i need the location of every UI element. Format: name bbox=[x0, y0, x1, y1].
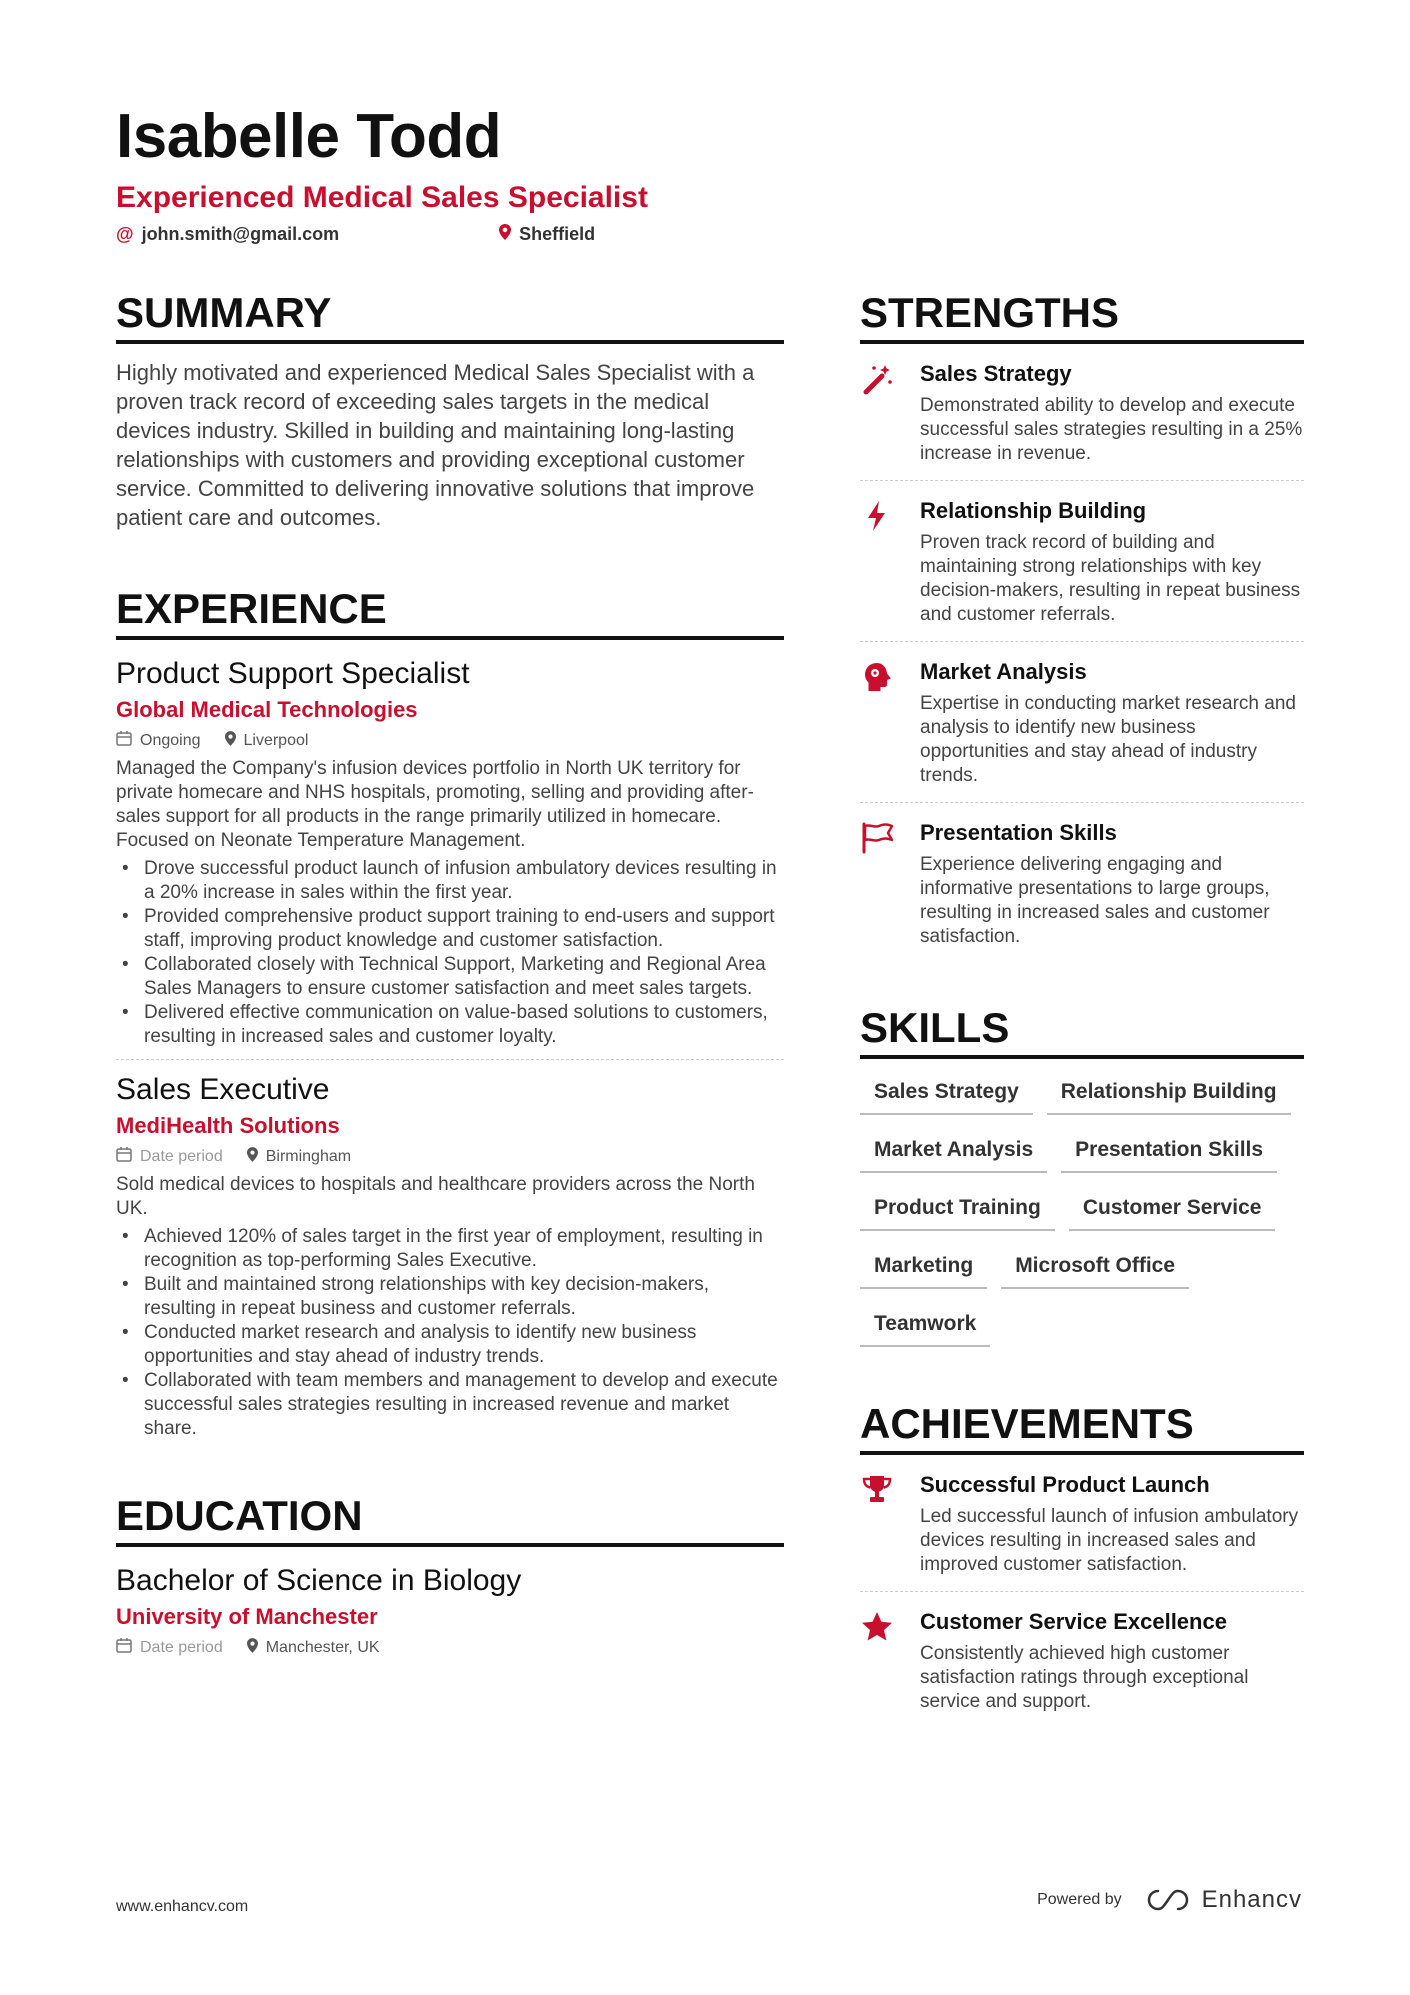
skill-tag: Presentation Skills bbox=[1061, 1137, 1277, 1173]
candidate-name: Isabelle Todd bbox=[116, 102, 502, 171]
right-column bbox=[860, 288, 1304, 1728]
strength-desc: Expertise in conducting market research and analysis to identify new business opportunities and stay ahead of industry trends. bbox=[920, 693, 1296, 786]
degree-title: Bachelor of Science in Biology bbox=[116, 1564, 522, 1597]
job-description: Managed the Company's infusion devices portfolio in North UK territory for private homecare and NHS hospitals, promoting, selling and providing after-sales support for all products in the range primarily utilized in homecare. Focused on Neonate Temperature Management. bbox=[116, 758, 754, 851]
skill-tag: Teamwork bbox=[860, 1311, 990, 1347]
job-description: Sold medical devices to hospitals and healthcare providers across the North UK. bbox=[116, 1174, 755, 1219]
enhancv-logo[interactable] bbox=[1146, 1886, 1302, 1914]
strength-title: Presentation Skills bbox=[920, 820, 1117, 845]
strengths-heading: STRENGTHS bbox=[860, 288, 1304, 344]
calendar-icon bbox=[116, 730, 132, 751]
education-entry bbox=[116, 1563, 784, 1658]
strength-desc: Demonstrated ability to develop and execute successful sales strategies resulting in a 25% increase in revenue. bbox=[920, 395, 1303, 464]
job-location bbox=[247, 1147, 351, 1167]
star-icon bbox=[860, 1608, 902, 1714]
location-pin-icon bbox=[247, 1147, 258, 1167]
location-text: Sheffield bbox=[519, 224, 596, 244]
footer-website[interactable]: www.enhancv.com bbox=[116, 1898, 249, 1915]
job-title: Product Support Specialist bbox=[116, 657, 470, 690]
education-date-text: Date period bbox=[140, 1638, 223, 1656]
strength-item bbox=[860, 642, 1304, 803]
school-name: University of Manchester bbox=[116, 1604, 378, 1629]
achievement-title: Customer Service Excellence bbox=[920, 1609, 1227, 1634]
strength-item bbox=[860, 803, 1304, 963]
location-pin-icon bbox=[499, 224, 511, 245]
job-location-text: Liverpool bbox=[243, 731, 309, 749]
contact-row bbox=[116, 224, 1306, 245]
education-location-text: Manchester, UK bbox=[265, 1638, 380, 1656]
strength-item bbox=[860, 481, 1304, 642]
list-item: • Provided comprehensive product support training to end-users and support staff, improving product knowledge and customer satisfaction. bbox=[116, 905, 784, 953]
experience-heading: EXPERIENCE bbox=[116, 584, 784, 640]
job-meta bbox=[116, 1146, 784, 1167]
calendar-icon bbox=[116, 1146, 132, 1167]
skill-tag: Marketing bbox=[860, 1253, 987, 1289]
resume-header bbox=[116, 100, 1306, 245]
brand-name: Enhancv bbox=[1201, 1886, 1302, 1913]
enhancv-logo-icon bbox=[1146, 1888, 1192, 1912]
strengths-list bbox=[860, 344, 1304, 963]
skills-list bbox=[860, 1079, 1304, 1347]
at-icon: @ bbox=[116, 224, 134, 244]
divider bbox=[116, 1059, 784, 1060]
strength-title: Relationship Building bbox=[920, 498, 1147, 523]
job-date bbox=[116, 1146, 223, 1167]
candidate-title: Experienced Medical Sales Specialist bbox=[116, 181, 648, 214]
strength-title: Sales Strategy bbox=[920, 361, 1072, 386]
job-bullets bbox=[116, 1225, 784, 1441]
strength-desc: Experience delivering engaging and informative presentations to large groups, resulting in increased sales and customer satisfaction. bbox=[920, 854, 1270, 947]
achievements-list bbox=[860, 1455, 1304, 1728]
company-name: MediHealth Solutions bbox=[116, 1113, 340, 1138]
list-item: • Built and maintained strong relationships with key decision-makers, resulting in repeat business and customer referrals. bbox=[116, 1273, 784, 1321]
job-bullets bbox=[116, 857, 784, 1049]
skill-tag: Product Training bbox=[860, 1195, 1055, 1231]
summary-heading: SUMMARY bbox=[116, 288, 784, 344]
job-location bbox=[225, 731, 309, 751]
achievement-title: Successful Product Launch bbox=[920, 1472, 1210, 1497]
achievement-desc: Consistently achieved high customer satisfaction ratings through exceptional service and support. bbox=[920, 1643, 1249, 1712]
powered-by-text: Powered by bbox=[1037, 1891, 1122, 1908]
experience-entry bbox=[116, 656, 784, 1060]
strength-desc: Proven track record of building and maintaining strong relationships with key decision-makers, resulting in repeat business and customer referrals. bbox=[920, 532, 1301, 625]
education-location bbox=[247, 1638, 380, 1658]
list-item: • Drove successful product launch of infusion ambulatory devices resulting in a 20% increase in sales within the first year. bbox=[116, 857, 784, 905]
location-pin-icon bbox=[247, 1638, 258, 1658]
job-date-text: Date period bbox=[140, 1147, 223, 1165]
brain-head-icon bbox=[860, 658, 902, 788]
contact-location bbox=[499, 224, 595, 245]
trophy-icon bbox=[860, 1471, 902, 1577]
list-item: • Conducted market research and analysis to identify new business opportunities and stay ahead of industry trends. bbox=[116, 1321, 784, 1369]
skill-tag: Customer Service bbox=[1069, 1195, 1276, 1231]
footer-branding bbox=[1037, 1886, 1302, 1914]
list-item: • Collaborated with team members and management to develop and execute successful sales strategies resulting in increased revenue and market share. bbox=[116, 1369, 784, 1441]
magic-wand-icon bbox=[860, 360, 902, 466]
list-item: • Delivered effective communication on value-based solutions to customers, resulting in increased sales and customer loyalty. bbox=[116, 1001, 784, 1049]
list-item: • Achieved 120% of sales target in the first year of employment, resulting in recognition as top-performing Sales Executive. bbox=[116, 1225, 784, 1273]
calendar-icon bbox=[116, 1637, 132, 1658]
job-location-text: Birmingham bbox=[265, 1147, 352, 1165]
flag-icon bbox=[860, 819, 902, 949]
lightning-icon bbox=[860, 497, 902, 627]
education-heading: EDUCATION bbox=[116, 1491, 784, 1547]
achievement-item bbox=[860, 1455, 1304, 1592]
skill-tag: Sales Strategy bbox=[860, 1079, 1033, 1115]
achievement-desc: Led successful launch of infusion ambulatory devices resulting in increased sales and improved customer satisfaction. bbox=[920, 1506, 1299, 1575]
skill-tag: Relationship Building bbox=[1047, 1079, 1291, 1115]
email-text: john.smith@gmail.com bbox=[141, 224, 340, 244]
left-column bbox=[116, 288, 784, 1658]
skills-heading: SKILLS bbox=[860, 1003, 1304, 1059]
company-name: Global Medical Technologies bbox=[116, 697, 418, 722]
achievement-item bbox=[860, 1592, 1304, 1728]
education-date bbox=[116, 1637, 223, 1658]
list-item: • Collaborated closely with Technical Support, Marketing and Regional Area Sales Managers to ensure customer satisfaction and meet sales targets. bbox=[116, 953, 784, 1001]
achievements-heading: ACHIEVEMENTS bbox=[860, 1399, 1304, 1455]
location-pin-icon bbox=[225, 731, 236, 751]
strength-title: Market Analysis bbox=[920, 659, 1087, 684]
strength-item bbox=[860, 344, 1304, 481]
education-meta bbox=[116, 1637, 784, 1658]
skill-tag: Market Analysis bbox=[860, 1137, 1047, 1173]
experience-entry bbox=[116, 1072, 784, 1441]
job-meta bbox=[116, 730, 784, 751]
job-date bbox=[116, 730, 201, 751]
job-date-text: Ongoing bbox=[140, 731, 201, 749]
job-title: Sales Executive bbox=[116, 1073, 330, 1106]
summary-text: Highly motivated and experienced Medical Sales Specialist with a proven track record of exceeding sales targets in the medical devices industry. Skilled in building and maintaining long-lasting relationships with customers and providing exceptional customer service. Committed to delivering innovative solutions that improve patient care and outcomes. bbox=[116, 360, 755, 530]
skill-tag: Microsoft Office bbox=[1001, 1253, 1189, 1289]
contact-email[interactable] bbox=[116, 224, 339, 245]
